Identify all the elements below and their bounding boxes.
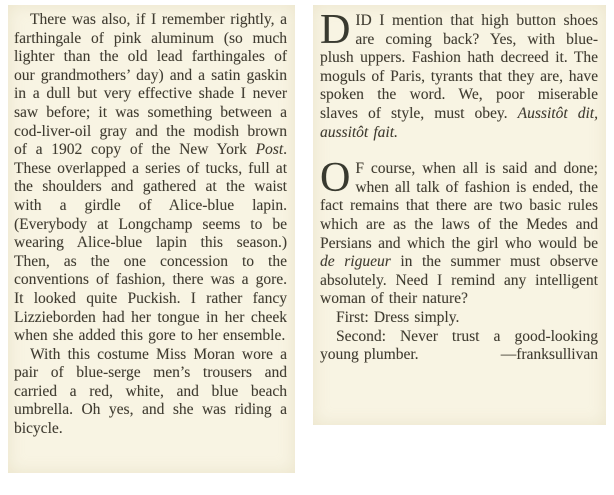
rule-second-line	[320, 328, 598, 365]
drop-cap-o: O	[320, 155, 351, 202]
italic-post-title: Post	[255, 141, 284, 159]
right-text-column	[313, 5, 606, 425]
paragraph-costume	[14, 346, 287, 439]
paragraph-text: With this costume Miss Moran wore a pair of blue-serge men’s trousers and carried a red, white, and blue beach umbrella. Oh yes, and she was riding a bicycle.	[14, 345, 287, 438]
paragraph-farthingale	[14, 11, 287, 346]
paragraph-text: There was also, if I remember rightly, a farthingale of pink aluminum (so much lighter than the old lead farthingales of our grandmothers’ day) and a satin gaskin in a dull but very effective shade I never saw before; it was something between a cod-liver-oil gray and the modish brown of a 1902 copy of the New York	[14, 11, 287, 159]
italic-de-rigueur: de rigueur	[320, 253, 391, 271]
paragraph-text: I mention that high button shoes are coming back? Yes, with blue-plush uppers. Fashion hath decreed it. The moguls of Paris, tyrants that they are, have spoken the word. We, poor miserable slaves of style, must obey.	[320, 12, 598, 122]
italic-french-phrase: Aussitôt dit, aussitôt fait.	[320, 104, 598, 141]
paragraph-text: Second: Never trust a good-looking young plumber.	[320, 327, 598, 364]
paragraph-text: First: Dress simply.	[336, 308, 460, 326]
caps-continuation: ID	[355, 12, 372, 29]
paragraph-high-button-shoes	[320, 7, 598, 142]
rule-first-line	[320, 309, 598, 328]
left-text-column	[8, 5, 295, 473]
paragraph-text: in the summer must observe absolutely. Need I remind any intelligent woman of their nature?	[320, 253, 598, 308]
paragraph-two-rules	[320, 155, 598, 309]
paragraph-text: . These overlapped a series of tucks, full at the shoulders and gathered at the waist with a girdle of Alice-blue lapin. (Everybody at Longchamp seems to be wearing Alice-blue lapin this season.) Then, as the one concession to the conventions of fashion, there was a gore. It looked quite Puckish. I rather fancy Lizzieborden had her tongue in her cheek when she added this gore to her ensemble.	[14, 141, 287, 345]
author-signature: —franksullivan	[500, 346, 598, 364]
drop-cap-d: D	[320, 7, 351, 53]
paragraph-text: course, when all is said and done; when all talk of fashion is ended, the fact remains that there are two basic rules which are as the laws of the Medes and Persians and which the girl who would be	[320, 160, 598, 252]
caps-continuation: F	[355, 160, 364, 178]
